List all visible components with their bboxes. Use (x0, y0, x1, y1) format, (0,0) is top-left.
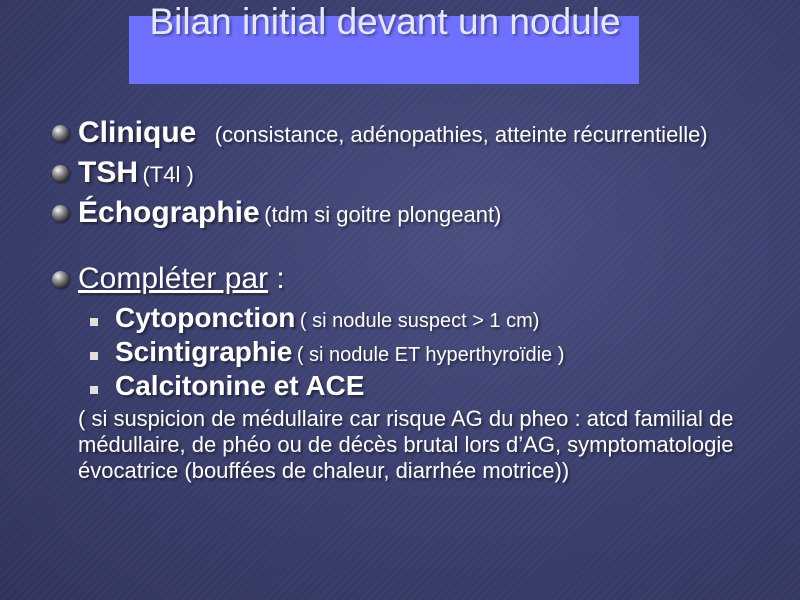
bullet-detail: (consistance, adénopathies, atteinte récurrentielle) (214, 122, 708, 147)
note-paragraph: ( si suspicion de médullaire car risque AG du pheo : atcd familial de médullaire, de phéo ou de décès brutal lors d’AG, symptomatologie évocatrice (bouffées de chaleur, diarrhée motrice)) (78, 406, 734, 483)
bullet-tsh (50, 156, 780, 190)
sub-scintigraphie (50, 336, 780, 368)
bullet-echographie (50, 196, 780, 230)
sphere-bullet-icon (52, 205, 69, 222)
sub-detail: ( si nodule suspect > 1 cm) (299, 310, 540, 332)
bullet-clinique (50, 116, 780, 150)
slide-content (50, 116, 780, 484)
sphere-bullet-icon (52, 271, 69, 288)
sub-detail: ( si nodule ET hyperthyroïdie ) (296, 344, 565, 366)
sub-cytoponction (50, 302, 780, 334)
bullet-detail: (T4l ) (142, 162, 194, 187)
bullet-title: TSH (78, 156, 138, 189)
sub-title: Calcitonine et ACE (115, 370, 365, 401)
sphere-bullet-icon (52, 125, 69, 142)
sphere-bullet-icon (52, 165, 69, 182)
bullet-completer (50, 262, 780, 296)
square-bullet-icon (90, 318, 98, 326)
sub-calcitonine (50, 370, 780, 402)
bullet-detail: (tdm si goitre plongeant) (264, 202, 502, 227)
sub-title: Cytoponction (115, 302, 296, 333)
sub-title: Scintigraphie (115, 336, 293, 367)
bullet-title: Échographie (78, 196, 260, 229)
square-bullet-icon (90, 386, 98, 394)
square-bullet-icon (90, 352, 98, 360)
completer-label: Compléter par (78, 262, 269, 295)
slide-title: Bilan initial devant un nodule (149, 1, 621, 42)
bullet-title: Clinique (78, 116, 197, 149)
completer-suffix: : (268, 262, 285, 295)
